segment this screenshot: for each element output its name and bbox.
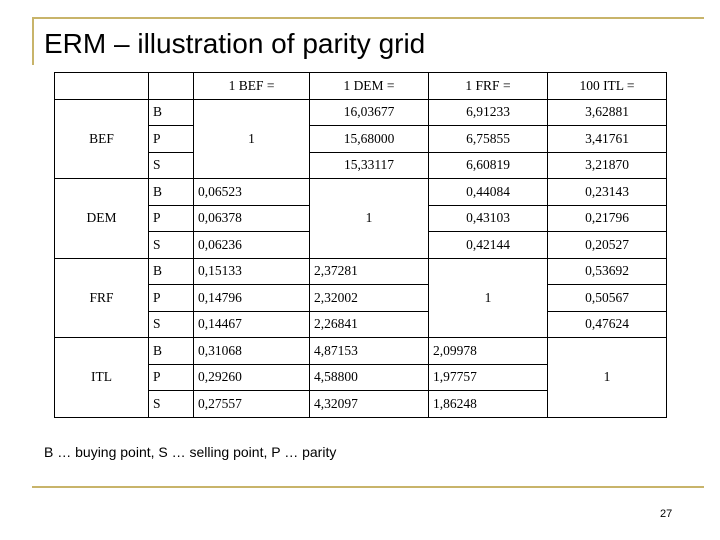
rate-cell: 4,58800 [310, 364, 429, 391]
rate-cell: 0,47624 [548, 311, 667, 338]
rate-cell: 1,86248 [429, 391, 548, 418]
point-cell: P [149, 364, 194, 391]
rate-cell: 2,37281 [310, 258, 429, 285]
point-cell: S [149, 232, 194, 259]
point-cell: S [149, 152, 194, 179]
rate-cell: 0,14467 [194, 311, 310, 338]
point-cell: P [149, 126, 194, 153]
rate-cell: 0,44084 [429, 179, 548, 206]
parity-one-cell: 1 [310, 179, 429, 259]
header-row [55, 73, 667, 100]
table-row [55, 99, 667, 126]
parity-one-cell: 1 [429, 258, 548, 338]
rate-cell: 0,29260 [194, 364, 310, 391]
row-group-label: ITL [55, 338, 149, 418]
rate-cell: 2,26841 [310, 311, 429, 338]
rate-cell: 0,43103 [429, 205, 548, 232]
page-number: 27 [660, 508, 673, 520]
table-row [55, 258, 667, 285]
point-cell: B [149, 179, 194, 206]
rate-cell: 3,62881 [548, 99, 667, 126]
point-cell: B [149, 338, 194, 365]
rate-cell: 4,87153 [310, 338, 429, 365]
slide-title: ERM – illustration of parity grid [44, 28, 426, 59]
header-itl: 100 ITL = [548, 73, 667, 100]
rate-cell: 4,32097 [310, 391, 429, 418]
rate-cell: 0,06236 [194, 232, 310, 259]
header-frf: 1 FRF = [429, 73, 548, 100]
bottom-rule [32, 486, 704, 488]
point-cell: B [149, 258, 194, 285]
point-cell: B [149, 99, 194, 126]
rate-cell: 3,41761 [548, 126, 667, 153]
point-cell: P [149, 205, 194, 232]
rate-cell: 0,14796 [194, 285, 310, 312]
row-group-label: FRF [55, 258, 149, 338]
point-cell: S [149, 311, 194, 338]
rate-cell: 0,50567 [548, 285, 667, 312]
rate-cell: 15,68000 [310, 126, 429, 153]
rate-cell: 16,03677 [310, 99, 429, 126]
rate-cell: 6,60819 [429, 152, 548, 179]
rate-cell: 0,15133 [194, 258, 310, 285]
top-rule [32, 17, 704, 19]
rate-cell: 1,97757 [429, 364, 548, 391]
rate-cell: 6,91233 [429, 99, 548, 126]
point-cell: P [149, 285, 194, 312]
table-row [55, 179, 667, 206]
rate-cell: 0,42144 [429, 232, 548, 259]
rate-cell: 0,31068 [194, 338, 310, 365]
legend-footnote: B … buying point, S … selling point, P … parity [44, 444, 337, 460]
rate-cell: 0,53692 [548, 258, 667, 285]
rate-cell: 0,27557 [194, 391, 310, 418]
left-rule [32, 17, 34, 65]
rate-cell: 3,21870 [548, 152, 667, 179]
corner-cell [149, 73, 194, 100]
rate-cell: 0,20527 [548, 232, 667, 259]
parity-one-cell: 1 [194, 99, 310, 179]
rate-cell: 0,21796 [548, 205, 667, 232]
rate-cell: 0,23143 [548, 179, 667, 206]
rate-cell: 2,09978 [429, 338, 548, 365]
rate-cell: 0,06523 [194, 179, 310, 206]
header-dem: 1 DEM = [310, 73, 429, 100]
rate-cell: 2,32002 [310, 285, 429, 312]
rate-cell: 0,06378 [194, 205, 310, 232]
rate-cell: 6,75855 [429, 126, 548, 153]
parity-one-cell: 1 [548, 338, 667, 418]
parity-grid-table [54, 72, 667, 418]
header-bef: 1 BEF = [194, 73, 310, 100]
table-row [55, 338, 667, 365]
corner-cell [55, 73, 149, 100]
rate-cell: 15,33117 [310, 152, 429, 179]
row-group-label: BEF [55, 99, 149, 179]
point-cell: S [149, 391, 194, 418]
row-group-label: DEM [55, 179, 149, 259]
